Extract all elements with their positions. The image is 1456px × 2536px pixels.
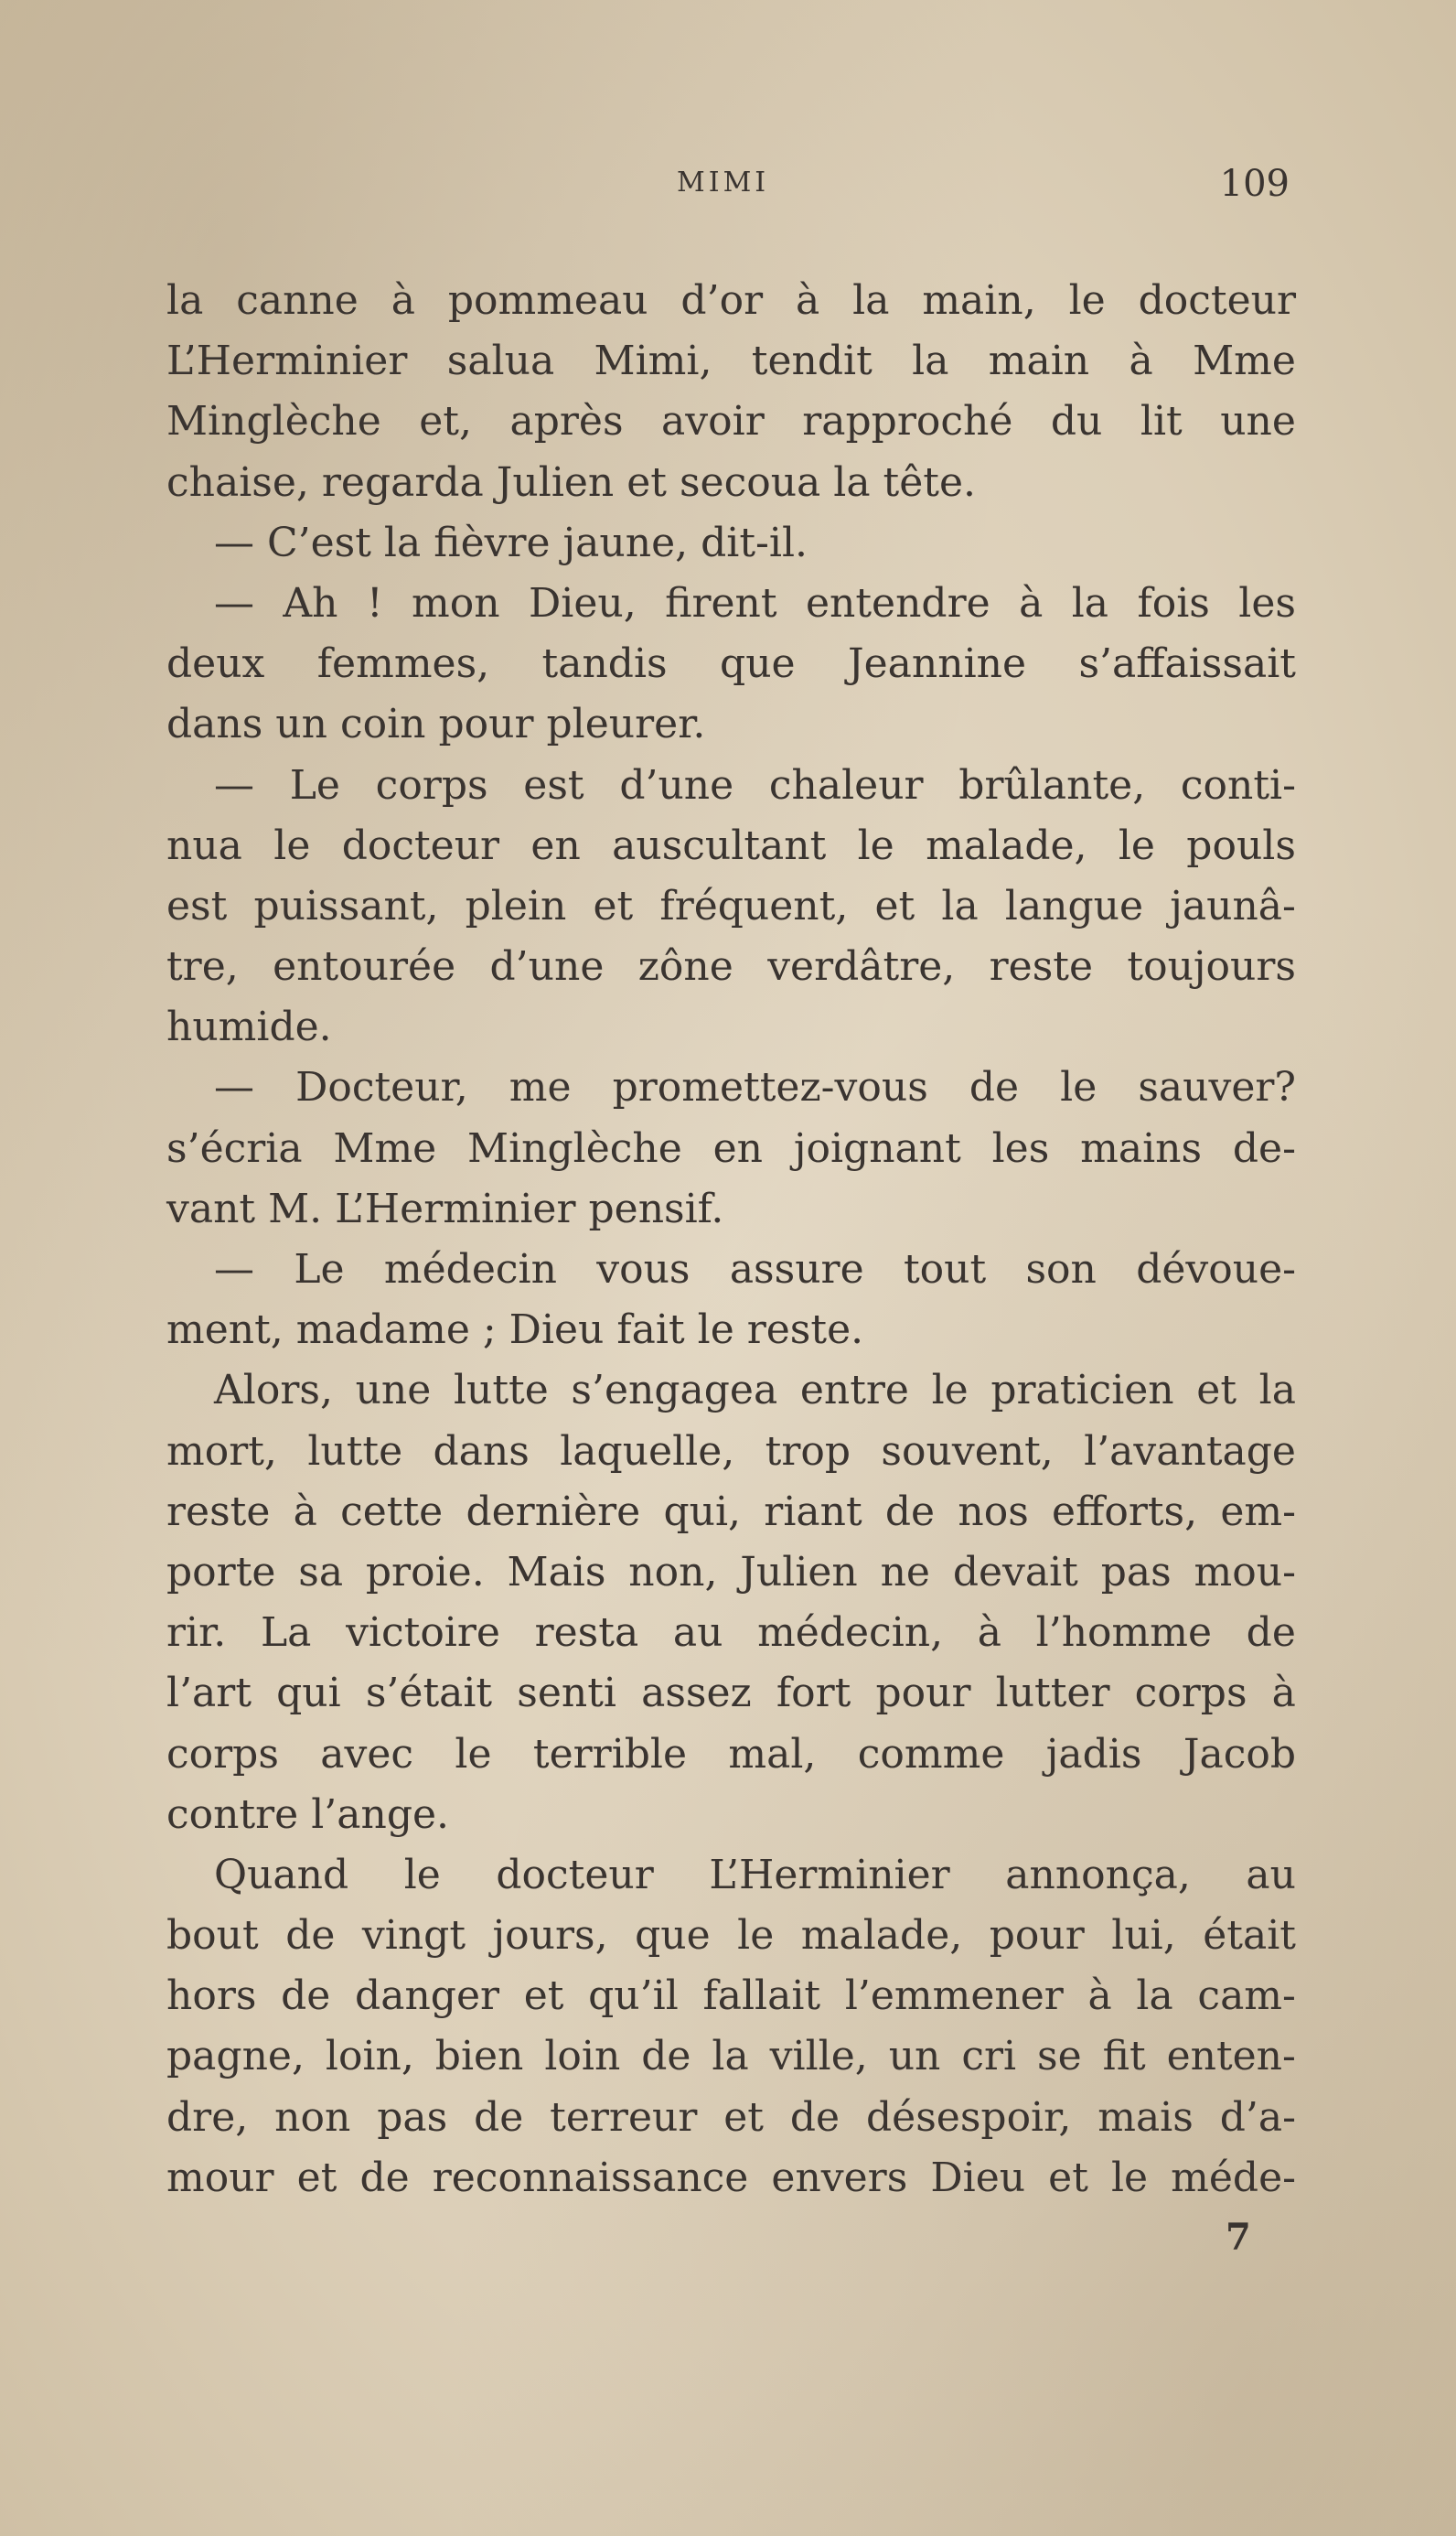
text-line: ment, madame ; Dieu fait le reste.	[166, 1306, 864, 1354]
signature-mark: 7	[1226, 2216, 1251, 2259]
running-title: MIMI	[677, 167, 770, 199]
text-line: — Le médecin vous assure tout son dévoue-	[214, 1246, 1296, 1293]
text-line: pagne, loin, bien loin de la ville, un cri se fit enten-	[166, 2033, 1296, 2080]
text-line: bout de vingt jours, que le malade, pour lui, était	[166, 1912, 1296, 1960]
text-line: Minglèche et, après avoir rapproché du lit une	[166, 398, 1296, 446]
text-line: — C’est la fièvre jaune, dit-il.	[214, 519, 808, 566]
text-line: — Ah ! mon Dieu, firent entendre à la fois les	[214, 579, 1296, 627]
text-line: la canne à pommeau d’or à la main, le docteur	[166, 277, 1296, 324]
page-number: 109	[1219, 163, 1290, 205]
text-line: porte sa proie. Mais non, Julien ne devait pas mou-	[166, 1548, 1296, 1596]
text-line: tre, entourée d’une zône verdâtre, reste toujours	[166, 943, 1296, 991]
text-line: corps avec le terrible mal, comme jadis Jacob	[166, 1730, 1296, 1778]
text-line: vant M. L’Herminier pensif.	[166, 1185, 724, 1232]
text-line: — Le corps est d’une chaleur brûlante, conti-	[214, 761, 1296, 809]
text-line: humide.	[166, 1004, 332, 1051]
text-line: nua le docteur en auscultant le malade, le pouls	[166, 822, 1296, 869]
text-line: dans un coin pour pleurer.	[166, 701, 706, 748]
text-line: dre, non pas de terreur et de désespoir, mais d’a-	[166, 2093, 1296, 2141]
text-line: mort, lutte dans laquelle, trop souvent, l’avantage	[166, 1427, 1296, 1475]
text-line: contre l’ange.	[166, 1790, 450, 1838]
text-line: chaise, regarda Julien et secoua la tête.	[166, 458, 976, 506]
text-line: reste à cette dernière qui, riant de nos efforts, em-	[166, 1488, 1296, 1535]
body-text	[166, 271, 1296, 2208]
text-line: deux femmes, tandis que Jeannine s’affaissait	[166, 640, 1296, 688]
text-line: hors de danger et qu’il fallait l’emmener à la cam-	[166, 1972, 1296, 2020]
text-line: s’écria Mme Minglèche en joignant les mains de-	[166, 1124, 1296, 1172]
text-line: rir. La victoire resta au médecin, à l’homme de	[166, 1609, 1296, 1657]
text-line: — Docteur, me promettez-vous de le sauver?	[214, 1064, 1296, 1112]
text-line: L’Herminier salua Mimi, tendit la main à Mme	[166, 338, 1296, 385]
text-line: l’art qui s’était senti assez fort pour lutter corps à	[166, 1670, 1296, 1717]
text-line: est puissant, plein et fréquent, et la langue jaunâ-	[166, 882, 1296, 930]
text-line: Quand le docteur L’Herminier annonça, au	[214, 1851, 1296, 1898]
running-head	[0, 163, 1456, 209]
text-line: mour et de reconnaissance envers Dieu et le méde-	[166, 2154, 1296, 2201]
text-line: Alors, une lutte s’engagea entre le praticien et la	[214, 1367, 1296, 1414]
